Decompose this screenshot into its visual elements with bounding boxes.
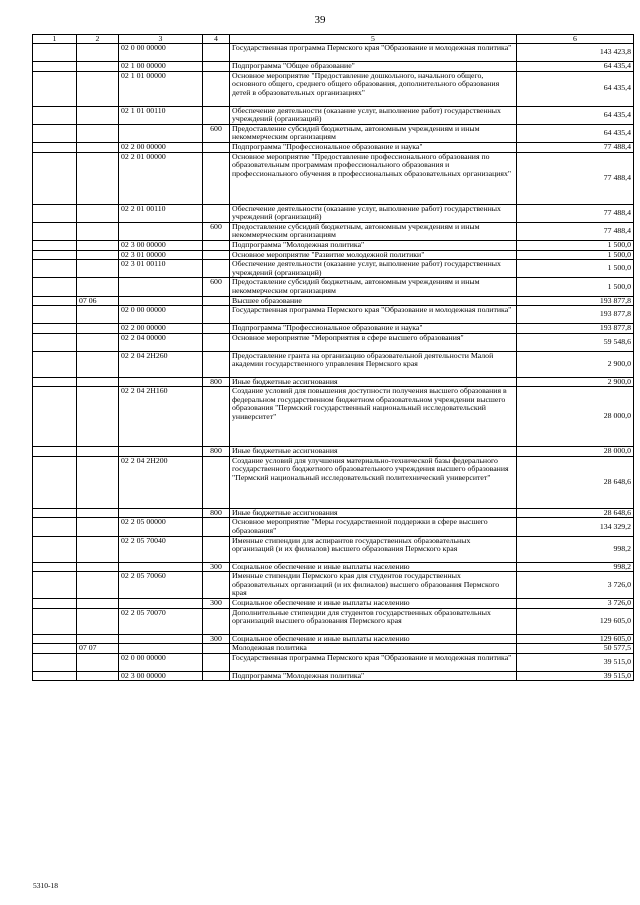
col1-cell [33,62,77,72]
target-article-cell [119,124,203,142]
expense-type-cell: 300 [203,599,230,609]
col1-cell [33,306,77,324]
target-article-cell [119,644,203,654]
amount-cell: 77 488,4 [517,152,634,204]
section-code-cell [77,508,119,518]
amount-cell: 143 423,8 [517,44,634,62]
section-code-cell [77,152,119,204]
page-number: 39 [314,14,326,26]
target-article-cell: 02 3 01 00110 [119,260,203,278]
amount-cell: 1 500,0 [517,260,634,278]
amount-cell: 129 605,0 [517,608,634,634]
col1-cell [33,387,77,447]
expense-type-cell [203,71,230,106]
table-body [33,44,634,681]
column-number: 5 [230,35,517,44]
col1-cell [33,377,77,387]
col1-cell [33,671,77,681]
col1-cell [33,324,77,334]
expense-type-cell [203,306,230,324]
expense-type-cell [203,653,230,671]
amount-cell: 3 726,0 [517,572,634,599]
target-article-cell: 02 2 05 70060 [119,572,203,599]
table-row [33,204,634,222]
col1-cell [33,124,77,142]
col1-cell [33,447,77,457]
section-code-cell [77,124,119,142]
target-article-cell [119,634,203,644]
description-cell: Дополнительные стипендии для студентов государственных образовательных организаций высшего образования Пермского края [230,608,517,634]
description-cell: Подпрограмма "Профессиональное образование и наука" [230,142,517,152]
col1-cell [33,351,77,377]
column-number: 2 [77,35,119,44]
section-code-cell [77,653,119,671]
section-code-cell [77,634,119,644]
section-code-cell [77,324,119,334]
amount-cell: 1 500,0 [517,240,634,250]
amount-cell: 134 329,2 [517,518,634,536]
description-cell: Именные стипендии Пермского края для студентов государственных образовательных организаций (и их филиалов) высшего образования Пермского края [230,572,517,599]
col1-cell [33,644,77,654]
target-article-cell: 02 2 05 70070 [119,608,203,634]
expense-type-cell [203,106,230,124]
expense-type-cell [203,260,230,278]
description-cell: Предоставление гранта на организацию образовательной деятельности Малой академии государственного управления Пермского края [230,351,517,377]
description-cell: Иные бюджетные ассигнования [230,508,517,518]
expense-type-cell: 600 [203,124,230,142]
target-article-cell: 02 2 04 2Н200 [119,456,203,508]
expense-type-cell: 800 [203,377,230,387]
amount-cell: 1 500,0 [517,250,634,260]
section-code-cell [77,518,119,536]
description-cell: Основное мероприятие "Меры государственной поддержки в сфере высшего образования" [230,518,517,536]
target-article-cell [119,599,203,609]
section-code-cell [77,44,119,62]
table-row [33,572,634,599]
column-number: 3 [119,35,203,44]
table-row [33,456,634,508]
col1-cell [33,71,77,106]
target-article-cell: 02 2 05 70040 [119,536,203,562]
expense-type-cell [203,142,230,152]
amount-cell: 28 000,0 [517,447,634,457]
target-article-cell: 02 2 01 00110 [119,204,203,222]
target-article-cell: 02 3 00 00000 [119,671,203,681]
table-row [33,260,634,278]
section-code-cell [77,333,119,351]
description-cell: Подпрограмма "Молодежная политика" [230,240,517,250]
table-row [33,608,634,634]
description-cell: Основное мероприятие "Предоставление профессионального образования по образовательным программам профессионального образования и профессионального обучения в профессиональных образовательных организациях" [230,152,517,204]
description-cell: Государственная программа Пермского края "Образование и молодежная политика" [230,306,517,324]
col1-cell [33,653,77,671]
description-cell: Государственная программа Пермского края "Образование и молодежная политика" [230,653,517,671]
description-cell: Иные бюджетные ассигнования [230,377,517,387]
target-article-cell [119,508,203,518]
expense-type-cell [203,324,230,334]
col1-cell [33,608,77,634]
table-row [33,62,634,72]
amount-cell: 59 548,6 [517,333,634,351]
expense-type-cell [203,152,230,204]
col1-cell [33,106,77,124]
col1-cell [33,572,77,599]
expense-type-cell [203,644,230,654]
expense-type-cell [203,518,230,536]
table-row [33,240,634,250]
column-number: 4 [203,35,230,44]
section-code-cell [77,106,119,124]
table-row [33,106,634,124]
col1-cell [33,562,77,572]
target-article-cell [119,377,203,387]
expense-type-cell [203,62,230,72]
amount-cell: 50 577,5 [517,644,634,654]
table-row [33,306,634,324]
expense-type-cell [203,456,230,508]
expense-type-cell: 800 [203,508,230,518]
col1-cell [33,599,77,609]
section-code-cell [77,204,119,222]
amount-cell: 193 877,8 [517,324,634,334]
table-row [33,278,634,296]
target-article-cell: 02 0 00 00000 [119,306,203,324]
column-number: 6 [517,35,634,44]
col1-cell [33,260,77,278]
table-row [33,351,634,377]
target-article-cell: 02 1 00 00000 [119,62,203,72]
expense-type-cell: 300 [203,634,230,644]
expense-type-cell [203,351,230,377]
section-code-cell [77,142,119,152]
expense-type-cell: 600 [203,222,230,240]
col1-cell [33,250,77,260]
expense-type-cell [203,387,230,447]
expense-type-cell [203,296,230,306]
table-row [33,508,634,518]
description-cell: Молодежная политика [230,644,517,654]
table-row [33,634,634,644]
section-code-cell [77,671,119,681]
description-cell: Подпрограмма "Молодежная политика" [230,671,517,681]
description-cell: Основное мероприятие "Мероприятия в сфере высшего образования" [230,333,517,351]
col1-cell [33,152,77,204]
target-article-cell [119,447,203,457]
col1-cell [33,240,77,250]
section-code-cell [77,608,119,634]
target-article-cell [119,562,203,572]
description-cell: Социальное обеспечение и иные выплаты населению [230,634,517,644]
section-code-cell: 07 07 [77,644,119,654]
table-row [33,124,634,142]
amount-cell: 28 648,6 [517,456,634,508]
amount-cell: 77 488,4 [517,204,634,222]
expense-type-cell: 300 [203,562,230,572]
table-row [33,296,634,306]
target-article-cell [119,222,203,240]
table-row [33,142,634,152]
section-code-cell [77,377,119,387]
table-row [33,377,634,387]
target-article-cell: 02 2 00 00000 [119,324,203,334]
amount-cell: 39 515,0 [517,671,634,681]
target-article-cell: 02 1 01 00110 [119,106,203,124]
target-article-cell: 02 2 00 00000 [119,142,203,152]
amount-cell: 193 877,8 [517,296,634,306]
table-row [33,644,634,654]
description-cell: Подпрограмма "Профессиональное образование и наука" [230,324,517,334]
description-cell: Иные бюджетные ассигнования [230,447,517,457]
target-article-cell: 02 2 04 00000 [119,333,203,351]
target-article-cell [119,278,203,296]
section-code-cell [77,562,119,572]
description-cell: Высшее образование [230,296,517,306]
target-article-cell: 02 2 04 2Н160 [119,387,203,447]
description-cell: Создание условий для улучшения материально-технической базы федерального государственного бюджетного образовательного учреждения высшего образования "Пермский национальный исследовательский политехнический университет" [230,456,517,508]
table-row [33,250,634,260]
section-code-cell [77,278,119,296]
description-cell: Предоставление субсидий бюджетным, автономным учреждениям и иным некоммерческим организациям [230,124,517,142]
amount-cell: 64 435,4 [517,62,634,72]
table-row [33,599,634,609]
col1-cell [33,222,77,240]
budget-table [32,34,634,681]
table-row [33,518,634,536]
section-code-cell [77,572,119,599]
target-article-cell: 02 1 01 00000 [119,71,203,106]
section-code-cell [77,222,119,240]
expense-type-cell: 600 [203,278,230,296]
section-code-cell [77,306,119,324]
table-row [33,222,634,240]
description-cell: Подпрограмма "Общее образование" [230,62,517,72]
amount-cell: 2 900,0 [517,351,634,377]
section-code-cell [77,250,119,260]
target-article-cell [119,296,203,306]
col1-cell [33,296,77,306]
section-code-cell [77,71,119,106]
section-code-cell: 07 06 [77,296,119,306]
description-cell: Именные стипендии для аспирантов государственных образовательных организаций (и их филиалов) высшего образования Пермского края [230,536,517,562]
amount-cell: 77 488,4 [517,142,634,152]
col1-cell [33,518,77,536]
section-code-cell [77,260,119,278]
amount-cell: 193 877,8 [517,306,634,324]
amount-cell: 64 435,4 [517,124,634,142]
amount-cell: 3 726,0 [517,599,634,609]
target-article-cell: 02 2 01 00000 [119,152,203,204]
table-row [33,562,634,572]
expense-type-cell [203,536,230,562]
description-cell: Основное мероприятие "Развитие молодежной политики" [230,250,517,260]
description-cell: Предоставление субсидий бюджетным, автономным учреждениям и иным некоммерческим организациям [230,278,517,296]
section-code-cell [77,240,119,250]
expense-type-cell [203,44,230,62]
target-article-cell: 02 3 00 00000 [119,240,203,250]
col1-cell [33,333,77,351]
expense-type-cell [203,572,230,599]
amount-cell: 39 515,0 [517,653,634,671]
expense-type-cell [203,250,230,260]
col1-cell [33,508,77,518]
col1-cell [33,456,77,508]
amount-cell: 1 500,0 [517,278,634,296]
target-article-cell: 02 2 05 00000 [119,518,203,536]
target-article-cell: 02 0 00 00000 [119,44,203,62]
description-cell: Создание условий для повышения доступности получения высшего образования в федеральном государственном бюджетном образовательном учреждении высшего образования "Пермский государственный национальный исследовательский университет" [230,387,517,447]
section-code-cell [77,387,119,447]
description-cell: Социальное обеспечение и иные выплаты населению [230,562,517,572]
table-row [33,387,634,447]
expense-type-cell [203,608,230,634]
target-article-cell: 02 3 01 00000 [119,250,203,260]
amount-cell: 77 488,4 [517,222,634,240]
table-header-row [33,35,634,44]
description-cell: Обеспечение деятельности (оказание услуг, выполнение работ) государственных учреждений (организаций) [230,260,517,278]
section-code-cell [77,456,119,508]
section-code-cell [77,447,119,457]
amount-cell: 998,2 [517,536,634,562]
section-code-cell [77,62,119,72]
amount-cell: 998,2 [517,562,634,572]
table-row [33,152,634,204]
amount-cell: 28 000,0 [517,387,634,447]
table-row [33,671,634,681]
table-row [33,71,634,106]
col1-cell [33,204,77,222]
expense-type-cell [203,240,230,250]
section-code-cell [77,536,119,562]
amount-cell: 64 435,4 [517,71,634,106]
table-row [33,324,634,334]
col1-cell [33,278,77,296]
description-cell: Предоставление субсидий бюджетным, автономным учреждениям и иным некоммерческим организациям [230,222,517,240]
amount-cell: 129 605,0 [517,634,634,644]
target-article-cell: 02 0 00 00000 [119,653,203,671]
table-row [33,653,634,671]
section-code-cell [77,599,119,609]
table-row [33,44,634,62]
expense-type-cell [203,204,230,222]
table-row [33,536,634,562]
table-row [33,447,634,457]
amount-cell: 64 435,4 [517,106,634,124]
description-cell: Социальное обеспечение и иные выплаты населению [230,599,517,609]
description-cell: Обеспечение деятельности (оказание услуг, выполнение работ) государственных учреждений (организаций) [230,106,517,124]
expense-type-cell [203,671,230,681]
expense-type-cell: 800 [203,447,230,457]
section-code-cell [77,351,119,377]
col1-cell [33,44,77,62]
amount-cell: 2 900,0 [517,377,634,387]
col1-cell [33,634,77,644]
col1-cell [33,536,77,562]
table-row [33,333,634,351]
description-cell: Государственная программа Пермского края "Образование и молодежная политика" [230,44,517,62]
description-cell: Основное мероприятие "Предоставление дошкольного, начального общего, основного общего, среднего общего образования, дополнительного образования детей в образовательных организациях" [230,71,517,106]
amount-cell: 28 648,6 [517,508,634,518]
column-number: 1 [33,35,77,44]
expense-type-cell [203,333,230,351]
footer-document-code: 5310-18 [33,881,58,890]
description-cell: Обеспечение деятельности (оказание услуг, выполнение работ) государственных учреждений (организаций) [230,204,517,222]
col1-cell [33,142,77,152]
target-article-cell: 02 2 04 2Н260 [119,351,203,377]
